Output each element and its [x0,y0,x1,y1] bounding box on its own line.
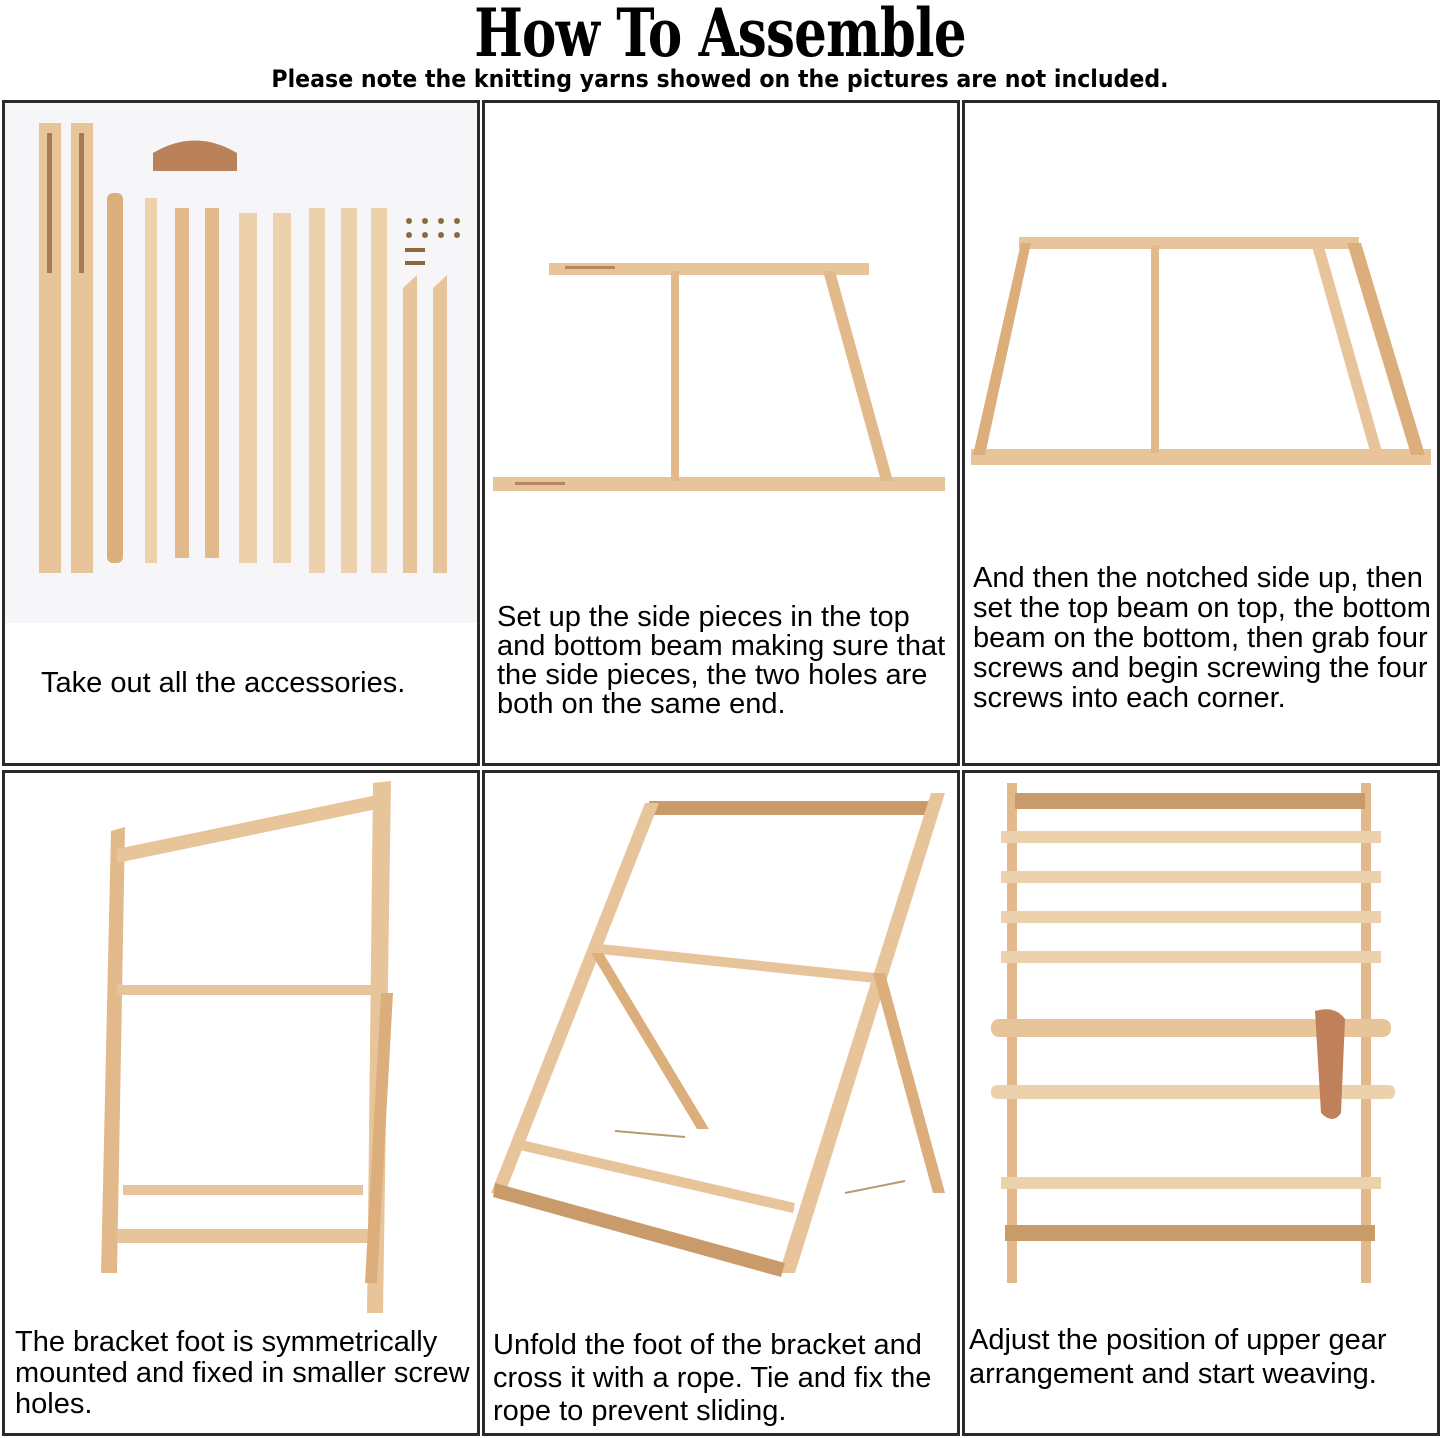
step-1-panel [2,100,480,766]
step-4-caption: The bracket foot is symmetrically mounted and fixed in smaller screw holes. [15,1326,470,1420]
step-6-panel [962,770,1440,1436]
step-2-caption: Set up the side pieces in the top and bottom beam making sure that the side pieces, the two holes are both on the same end. [497,601,946,720]
step-3-panel [962,100,1440,766]
step-5-caption: Unfold the foot of the bracket and cross it with a rope. Tie and fix the rope to prevent sliding. [493,1329,932,1427]
yarn-note: Please note the knitting yarns showed on the pictures are not included. [271,65,1169,93]
frame-with-rope-image [485,773,957,1313]
step-6-caption: Adjust the position of upper gear arrangement and start weaving. [969,1324,1387,1390]
step-2-panel [482,100,960,766]
complete-loom-image [965,773,1437,1313]
loom-parts-image [5,103,477,623]
step-3-caption: And then the notched side up, then set the top beam on top, the bottom beam on the bottom, then grab four screws and begin screwing the four screws into each corner. [973,562,1431,714]
step-1-caption: Take out all the accessories. [41,667,406,699]
partial-frame-image [485,103,957,603]
step-4-panel [2,770,480,1436]
step-5-panel [482,770,960,1436]
page-title: How To Assemble [474,0,966,72]
rectangular-frame-image [965,103,1437,563]
bracket-foot-image [5,773,477,1333]
